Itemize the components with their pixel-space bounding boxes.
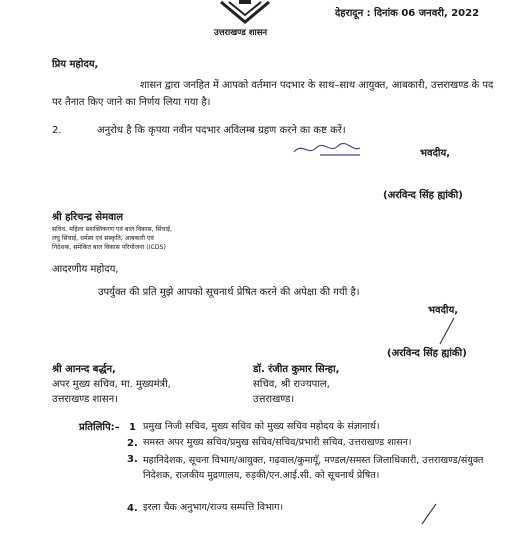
copy-item-3-text: महानिदेशक, सूचना विभाग/आयुक्त, गढ़वाल/कुमायूँ, मण्डल/समस्त जिलाधिकारी, उत्तराखण्ड/संयुक्त निदेशक, राजकीय मुद्रणालय, रुड़की/एन.आई.सी. को सूचनार्थ प्रेषित। — [143, 455, 484, 481]
copy-label: प्रतिलिपि:– — [79, 422, 120, 433]
addressee-left-line-2: उत्तराखण्ड शासन। — [52, 394, 119, 405]
copy-item-1-text: प्रमुख निजी सचिव, मुख्य सचिव को मुख्य सचिव महोदय के संज्ञानार्थ। — [143, 421, 380, 432]
recipient-line-3: निदेशक, समेकित बाल विकास परियोजना (ICDS) — [52, 244, 166, 251]
emblem-label: उत्तराखण्ड शासन — [214, 28, 268, 38]
copy-item-2-number: 2. — [127, 438, 138, 449]
paragraph-2: अनुरोध है कि कृपया नवीन पदभार अविलम्ब ग्रहण करने का कष्ट करें। — [97, 125, 346, 136]
addressee-left-line-1: अपर मुख्य सचिव, मा. मुख्यमंत्री, — [52, 379, 171, 390]
recipient-line-2: लघु सिंचाई, धर्मस्व एवं संस्कृति, आबकारी एवं — [52, 235, 154, 242]
closing-1: भवदीय, — [420, 148, 451, 159]
signature-3 — [420, 502, 440, 526]
salutation-2: आदरणीय महोदय, — [52, 264, 119, 275]
signer-1: (अरविन्द सिंह ह्यांकी) — [383, 190, 463, 201]
recipient-line-1: सचिव, महिला सशक्तिकरण एवं बाल विकास, सिंचाई, — [52, 226, 172, 233]
addressee-right-line-2: उत्तराखण्ड। — [253, 394, 295, 405]
salutation-1: प्रिय महोदय, — [52, 59, 99, 70]
copy-item-4-number: 4. — [127, 503, 138, 514]
forwarding-text: उपर्युक्त की प्रति मुझे आपको सूचनार्थ प्रेषित करने की अपेक्षा की गयी है। — [98, 287, 360, 298]
copy-item-2-text: समस्त अपर मुख्य सचिव/प्रमुख सचिव/सचिव/प्रभारी सचिव, उत्तराखण्ड शासन। — [143, 437, 412, 448]
signature-1 — [290, 140, 370, 162]
copy-item-3-number: 3. — [127, 454, 138, 465]
paragraph-2-number: 2. — [52, 125, 62, 136]
copy-item-1-number: 1 — [129, 422, 136, 433]
copy-item-4-text: इरला चैक अनुभाग/राज्य सम्पत्ति विभाग। — [143, 502, 284, 513]
signature-2 — [438, 316, 458, 346]
addressee-right-line-1: सचिव, श्री राज्यपाल, — [253, 379, 330, 390]
addressee-left-name: श्री आनन्द बर्द्धन, — [52, 364, 116, 375]
addressee-right-name: डॉ. रंजीत कुमार सिन्हा, — [253, 364, 340, 375]
paragraph-1: शासन द्वारा जनहित में आपको वर्तमान पदभार के साथ–साथ आयुक्त, आबकारी, उत्तराखण्ड के पद पर तैनात किए जाने का निर्णय लिया गया है। — [52, 80, 494, 108]
signer-2: (अरविन्द सिंह ह्यांकी) — [387, 348, 467, 359]
closing-2: भवदीय, — [428, 305, 459, 316]
state-emblem-icon — [215, 0, 275, 26]
recipient-name: श्री हरिचन्द्र सेमवाल — [52, 212, 124, 223]
place-date: देहरादून : दिनांक 06 जनवरी, 2022 — [335, 8, 480, 19]
